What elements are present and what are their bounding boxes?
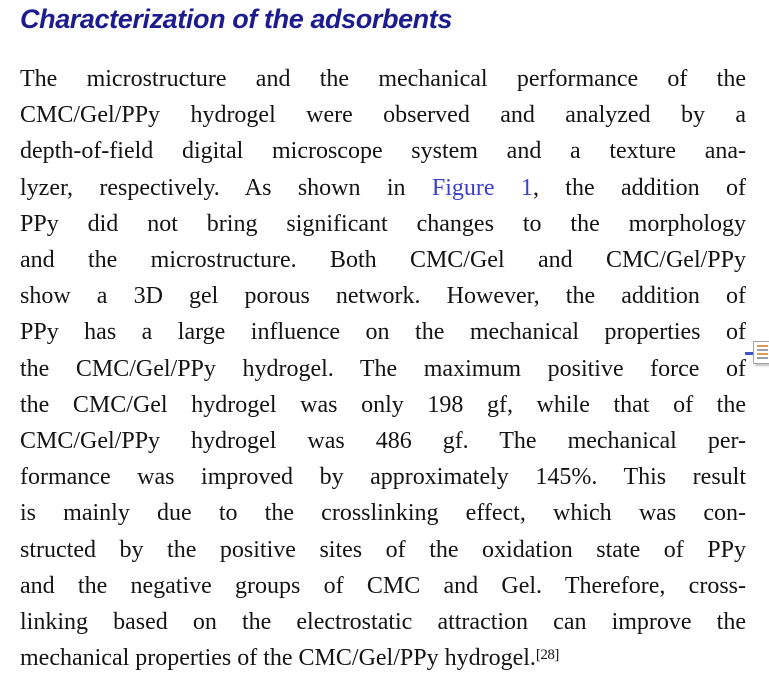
- text-segment: show a 3D gel porous network. However, the addition of: [20, 283, 746, 310]
- citation-ref-28[interactable]: [28]: [535, 647, 559, 664]
- text-line: [20, 61, 746, 97]
- text-line: [20, 133, 746, 169]
- text-line: [20, 495, 746, 531]
- text-segment: formance was improved by approximately 145%. This result: [20, 464, 746, 491]
- body-paragraph: [20, 61, 746, 676]
- text-segment: PPy did not bring significant changes to the morphology: [20, 210, 746, 237]
- figure-1-link[interactable]: Figure 1: [431, 174, 533, 201]
- text-segment: CMC/Gel/PPy hydrogel was 486 gf. The mechanical per-: [20, 428, 746, 455]
- note-icon-stripe: [757, 345, 768, 347]
- section-heading: Characterization of the adsorbents: [20, 4, 452, 34]
- note-icon-stripe: [757, 349, 768, 351]
- text-segment: The microstructure and the mechanical performance of the: [20, 66, 746, 92]
- note-icon-stripe: [757, 353, 768, 355]
- text-line: [20, 532, 746, 568]
- annotation-note-icon[interactable]: [753, 341, 769, 364]
- text-line: [20, 351, 746, 387]
- text-line: [20, 459, 746, 495]
- text-segment: and the negative groups of CMC and Gel. Therefore, cross-: [20, 572, 746, 599]
- text-line: [20, 206, 746, 242]
- text-segment: and the microstructure. Both CMC/Gel and CMC/Gel/PPy: [20, 247, 746, 274]
- text-line: [20, 170, 746, 206]
- text-segment: the CMC/Gel/PPy hydrogel. The maximum positive force of: [20, 355, 746, 382]
- text-line: [20, 423, 746, 459]
- text-line: [20, 604, 746, 640]
- text-segment: depth-of-field digital microscope system and a texture ana-: [20, 138, 746, 165]
- text-line: [20, 242, 746, 278]
- text-line: [20, 314, 746, 350]
- annotation-pointer-dash: [745, 352, 753, 355]
- note-icon-stripe: [757, 357, 768, 359]
- text-line: [20, 387, 746, 423]
- text-line: [20, 97, 746, 133]
- text-segment: the CMC/Gel hydrogel was only 198 gf, while that of the: [20, 391, 746, 418]
- text-segment: CMC/Gel/PPy hydrogel were observed and analyzed by a: [20, 102, 746, 129]
- text-line: [20, 568, 746, 604]
- text-segment: mechanical properties of the CMC/Gel/PPy hydrogel.: [20, 645, 536, 672]
- text-line: [20, 640, 746, 676]
- text-segment: structed by the positive sites of the oxidation state of PPy: [20, 536, 746, 563]
- text-segment: lyzer, respectively. As shown in: [20, 174, 432, 201]
- text-segment: , the addition of: [532, 174, 747, 201]
- text-segment: PPy has a large influence on the mechanical properties of: [20, 319, 746, 346]
- text-line: [20, 278, 746, 314]
- text-segment: linking based on the electrostatic attraction can improve the: [20, 609, 746, 636]
- text-segment: is mainly due to the crosslinking effect, which was con-: [20, 500, 746, 527]
